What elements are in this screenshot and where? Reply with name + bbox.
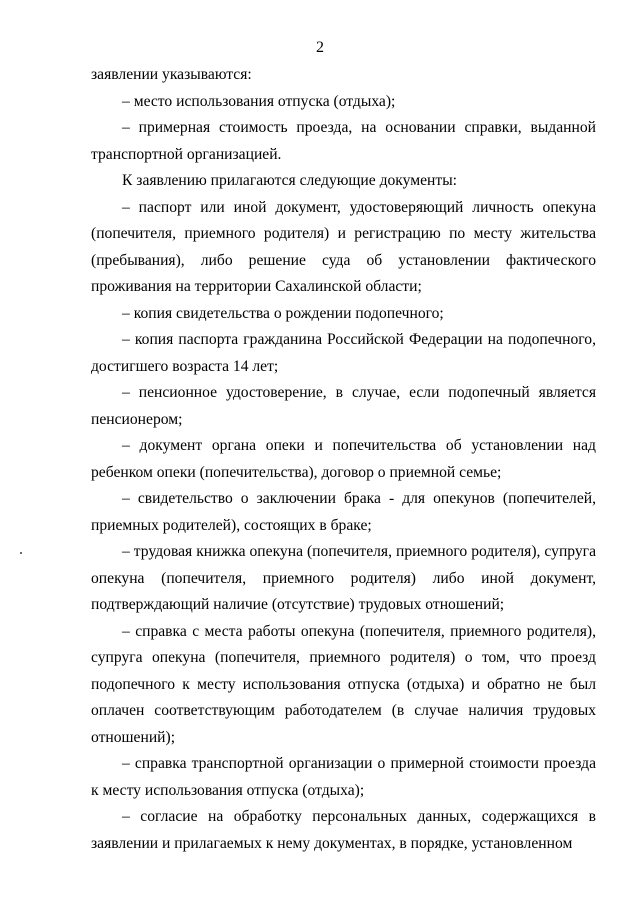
document-body — [91, 62, 596, 857]
paragraph-personal-data-consent: – согласие на обработку персональных данных, содержащихся в заявлении и прилагаемых к нему документах, в порядке, установленном — [91, 808, 596, 852]
paragraph-birth-certificate: – копия свидетельства о рождении подопечного; — [122, 304, 444, 322]
paragraph-workplace-certificate: – справка с места работы опекуна (попечителя, приемного родителя), супруга опекуна (попечителя, приемного родителя) о том, что проезд подопечного к месту использования отпуска (отдыха) и обратно не был оплачен соответствующим работодателем (в случае наличия трудовых отношений); — [91, 622, 596, 746]
paragraph-travel-cost: – примерная стоимость проезда, на основании справки, выданной транспортной организацией. — [91, 119, 596, 163]
paragraph-marriage-certificate: – свидетельство о заключении брака - для опекунов (попечителей, приемных родителей), состоящих в браке; — [91, 490, 596, 534]
paragraph-pension-certificate: – пенсионное удостоверение, в случае, если подопечный является пенсионером; — [91, 384, 596, 428]
page-number: 2 — [316, 39, 324, 56]
paragraph-attached-documents: К заявлению прилагаются следующие документы: — [122, 172, 458, 189]
paragraph-passport: – паспорт или иной документ, удостоверяющий личность опекуна (попечителя, приемного родителя) и регистрацию по месту жительства (пребывания), либо решение суда об установлении фактического проживания на территории Сахалинской области; — [91, 198, 596, 295]
paragraph-statement-indicates: заявлении указываются: — [91, 66, 252, 83]
paragraph-transport-certificate: – справка транспортной организации о примерной стоимости проезда к месту использования отпуска (отдыха); — [91, 755, 596, 799]
paragraph-employment-record: – трудовая книжка опекуна (попечителя, приемного родителя), супруга опекуна (попечителя, приемного родителя) либо иной документ, подтверждающий наличие (отсутствие) трудовых отношений; — [91, 543, 596, 613]
paragraph-guardianship-document: – документ органа опеки и попечительства об установлении над ребенком опеки (попечительства), договор о приемной семье; — [91, 437, 596, 481]
scan-mark — [20, 552, 22, 554]
paragraph-ward-passport: – копия паспорта гражданина Российской Федерации на подопечного, достигшего возраста 14 лет; — [91, 331, 596, 375]
paragraph-vacation-location: – место использования отпуска (отдыха); — [122, 92, 396, 110]
